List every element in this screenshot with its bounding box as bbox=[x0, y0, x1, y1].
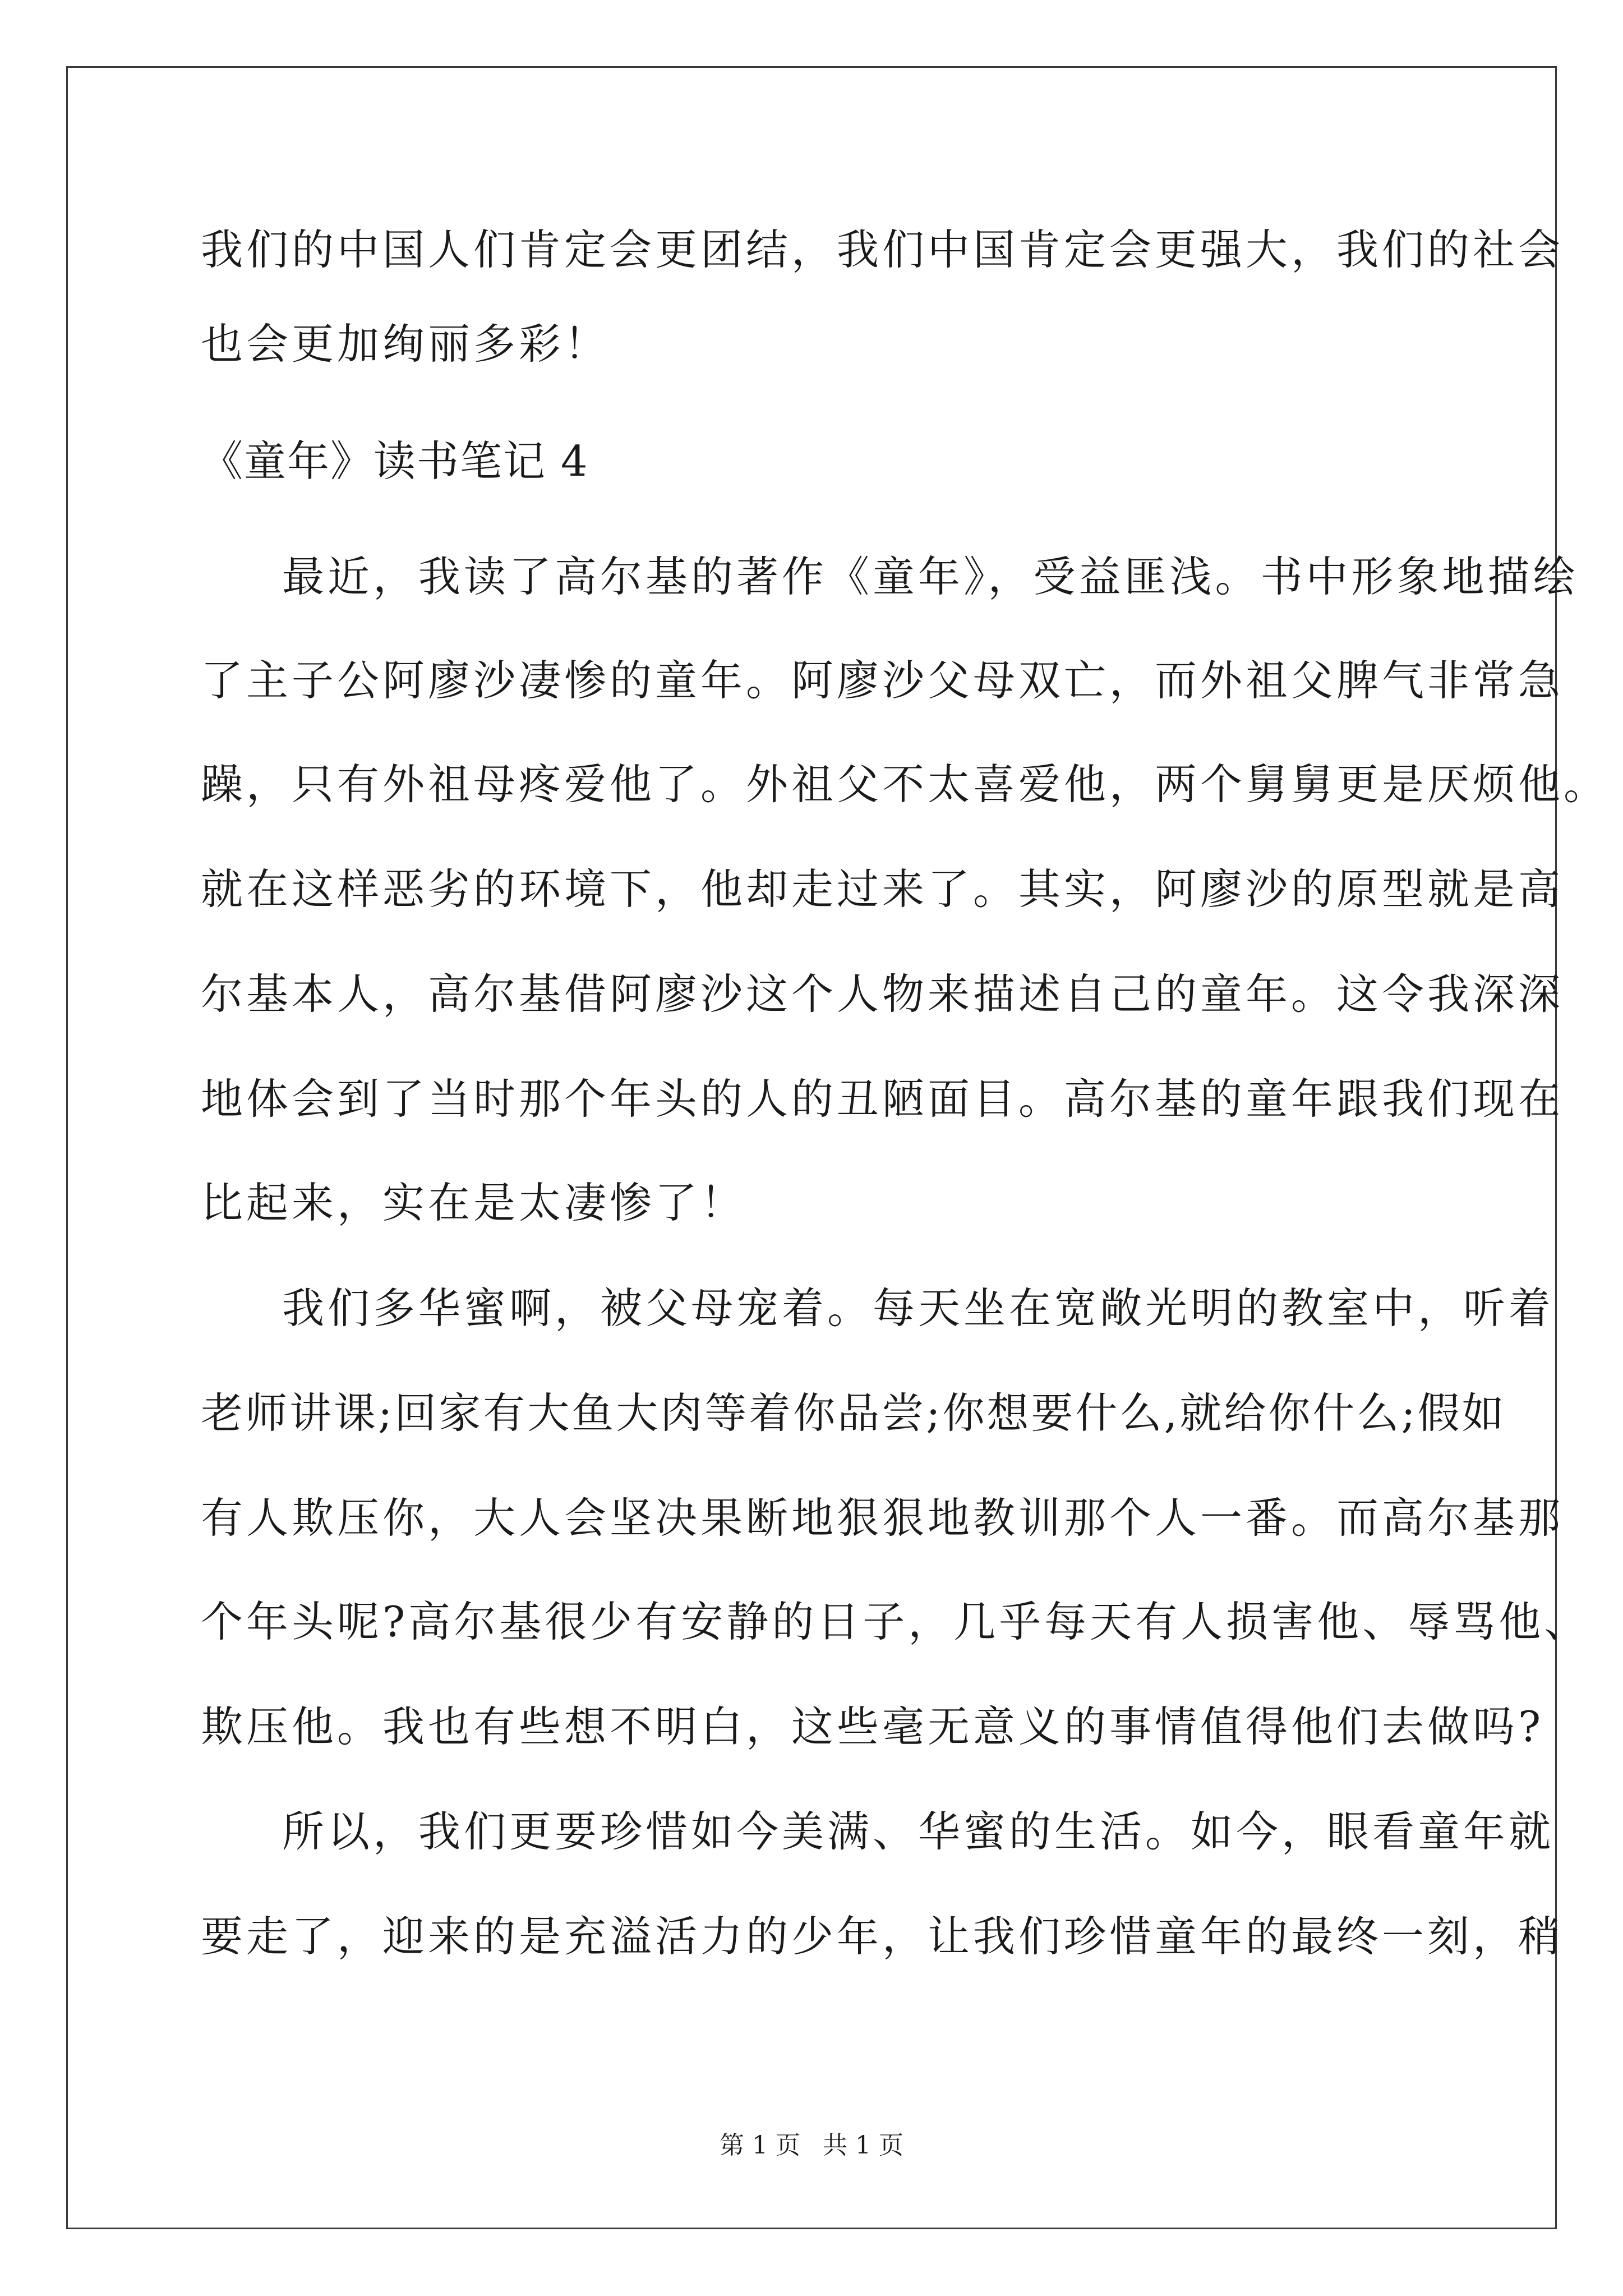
text-line: 比起来，实在是太凄惨了！ bbox=[201, 1178, 746, 1227]
text-line: 了主子公阿廖沙凄惨的童年。阿廖沙父母双亡，而外祖父脾气非常急 bbox=[201, 656, 1564, 705]
text-line: 欺压他。我也有些想不明白，这些毫无意义的事情值得他们去做吗? bbox=[201, 1702, 1544, 1751]
text-line: 所以，我们更要珍惜如今美满、华蜜的生活。如今，眼看童年就 bbox=[282, 1807, 1555, 1856]
page-footer bbox=[0, 2129, 1623, 2162]
section-heading: 《童年》读书笔记 4 bbox=[201, 436, 589, 486]
text-line: 老师讲课;回家有大鱼大肉等着你品尝;你想要什么,就给你什么;假如 bbox=[201, 1388, 1506, 1438]
text-line: 就在这样恶劣的环境下，他却走过来了。其实，阿廖沙的原型就是高 bbox=[201, 864, 1564, 914]
text-line: 要走了，迎来的是充溢活力的少年，让我们珍惜童年的最终一刻，稍 bbox=[201, 1912, 1564, 1961]
text-line: 我们的中国人们肯定会更团结，我们中国肯定会更强大，我们的社会 bbox=[201, 225, 1564, 274]
page-border bbox=[66, 66, 1557, 2229]
text-line: 躁，只有外祖母疼爱他了。外祖父不太喜爱他，两个舅舅更是厌烦他。 bbox=[201, 760, 1610, 809]
text-line: 尔基本人，高尔基借阿廖沙这个人物来描述自己的童年。这令我深深 bbox=[201, 969, 1564, 1019]
page-number-current: 第 1 页 bbox=[720, 2131, 800, 2160]
text-line: 最近，我读了高尔基的著作《童年》，受益匪浅。书中形象地描绘 bbox=[282, 552, 1579, 601]
page-number-total: 共 1 页 bbox=[823, 2131, 903, 2160]
text-line: 也会更加绚丽多彩！ bbox=[201, 319, 610, 369]
text-line: 个年头呢?高尔基很少有安静的日子，几乎每天有人损害他、辱骂他、 bbox=[201, 1597, 1590, 1646]
text-line: 地体会到了当时那个年头的人的丑陋面目。高尔基的童年跟我们现在 bbox=[201, 1074, 1564, 1124]
text-line: 我们多华蜜啊，被父母宠着。每天坐在宽敞光明的教室中，听着 bbox=[282, 1283, 1555, 1333]
text-line: 有人欺压你，大人会坚决果断地狠狠地教训那个人一番。而高尔基那 bbox=[201, 1493, 1564, 1543]
